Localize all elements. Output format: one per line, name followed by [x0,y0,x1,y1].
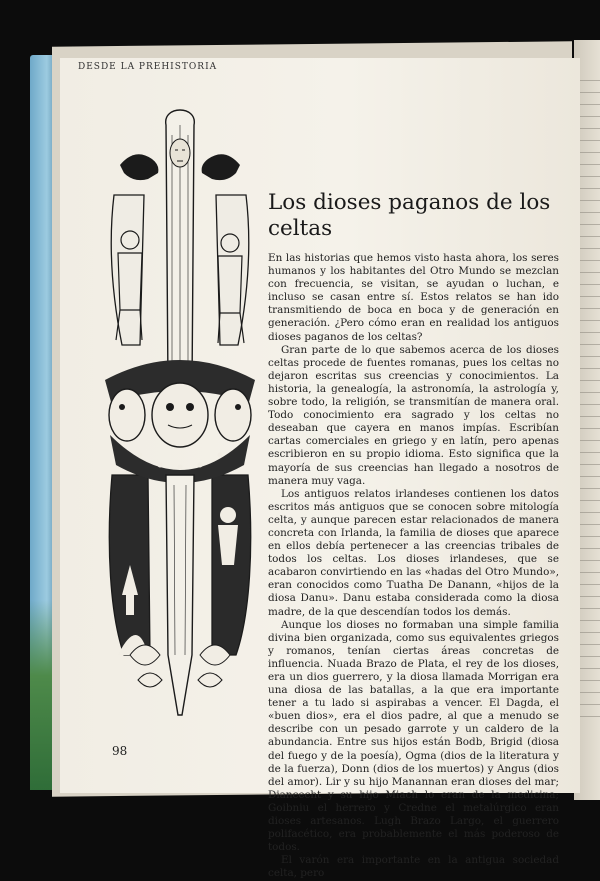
three-faced-head [105,360,255,483]
running-head: DESDE LA PREHISTORIA [78,62,218,72]
paragraph: Gran parte de lo que sabemos acerca de los dioses celtas procede de fuentes romanas, pues los celtas no dejaron escritas sus creencias y conocimientos. La historia, la genealogía, la astronomía, la astrología y, sobre todo, la religión, se transmitían de manera oral. Todo conocimiento era sagrado y los celtas no deseaban que cayera en manos impías. Escribían cartas comerciales en griego y en latín, pero apenas escribieron en su propio idioma. Esto significa que la mayoría de sus creencias han llegado a nosotros de manera muy vaga. [268,343,559,487]
paragraph: En las historias que hemos visto hasta ahora, los seres humanos y los habitantes del Otro Mundo se mezclan con frecuencia, se visitan, se ayudan o luchan, e incluso se casan entre sí. Estos relatos se han ido transmitiendo de boca en boca y de generación en generación. ¿Pero cómo eran en realidad los antiguos dioses paganos de los celtas? [268,252,559,343]
paragraph: Los antiguos relatos irlandeses contienen los datos escritos más antiguos que se conocen sobre mitología celta, y aunque parecen estar relacionados de manera concreta con Irlanda, la familia de dioses que aparece en ellos debía pertenecer a las creencias tribales de todos los celtas. Los dioses irlandeses, que se acabaron convirtiendo en las «hadas del Otro Mundo», eran conocidos como Tuatha De Danann, «hijos de la diosa Danu». Danu estaba considerada como la diosa madre, de la que descendían todos los demás. [268,487,559,618]
lower-post [166,475,194,715]
paragraph: El varón era importante en la antigua sociedad celta, pero [268,854,559,880]
paragraph: Aunque los dioses no formaban una simple familia divina bien organizada, como sus equivalentes griegos y romanos, tenían ciertas áreas concretas de influencia. Nuada Brazo de Plata, el rey de los dioses, era un dios guerrero, y la diosa llamada Morrigan era una diosa de las batallas, a la que era importante tener a tu lado si aspirabas a vencer. El Dagda, el «buen dios», era el dios padre, al que a menudo se describe con un pesado garrote y un caldero de la abundancia. Entre sus hijos están Bodb, Brigid (diosa del fuego y de la poesía), Ogma (dios de la literatura y de la fuerza), Donn (dios de los muertos) y Angus (dios del amor). Lir y su hijo Manannan eran dioses del mar; Diancecht y su hijo Miach lo eran de la medicina; Goibniu el herrero y Credne el metalúrgico eran dioses artesanos. Lugh Brazo Largo, el guerrero polifacético, era probablemente el más poderoso de todos. [268,618,559,854]
wooden-post [166,110,195,385]
page-number: 98 [112,744,128,758]
body-text [268,252,559,881]
chapter-title: Los dioses paganos de los celtas [268,190,551,241]
celtic-pillar-illustration [100,95,260,740]
